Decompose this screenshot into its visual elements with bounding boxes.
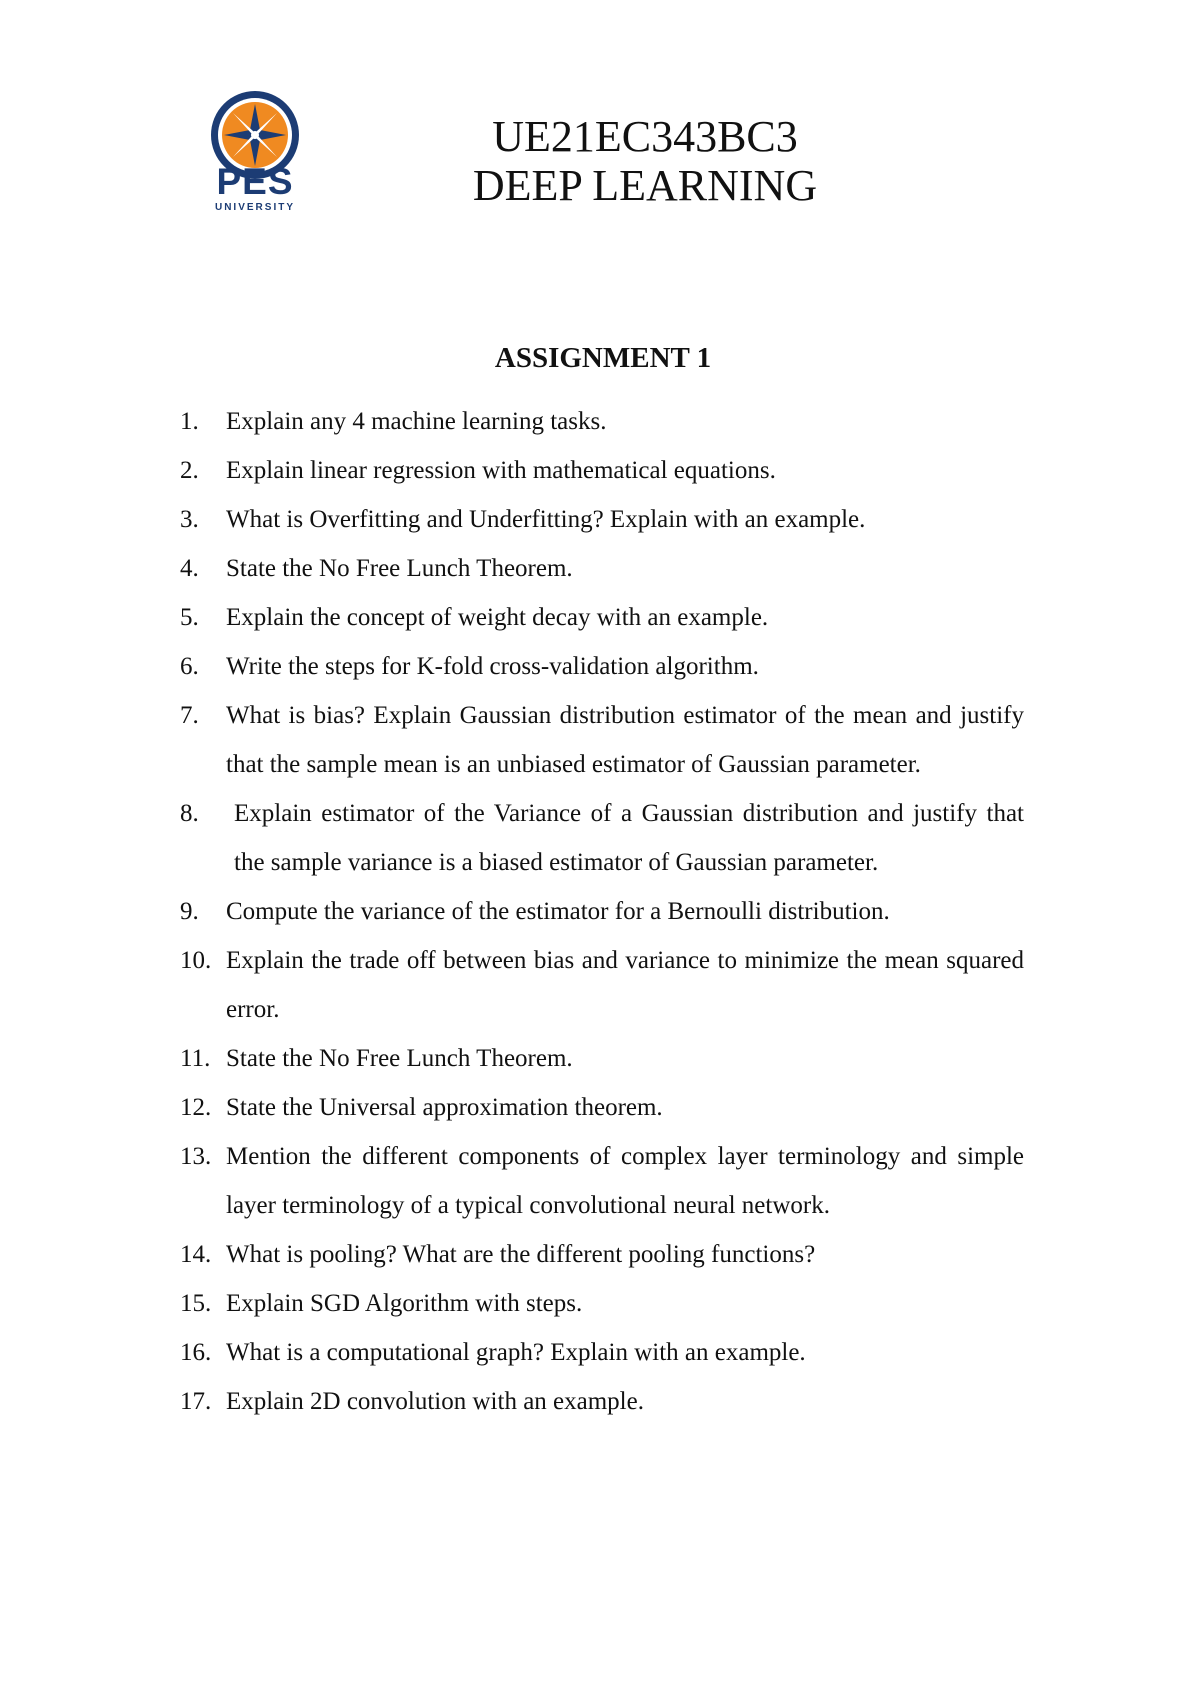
question-item [0,691,1200,789]
question-number: 12. [180,1094,212,1121]
question-item [0,1377,1200,1426]
question-text: What is bias? Explain Gaussian distribution estimator of the mean and justify that the sample mean is an unbiased estimator of Gaussian parameter. [226,702,1024,778]
question-item [0,397,1200,446]
question-text: Explain 2D convolution with an example. [226,1388,644,1415]
question-number: 13. [180,1143,212,1170]
question-item [0,1230,1200,1279]
question-number: 11. [180,1045,211,1072]
question-item [0,642,1200,691]
question-text: Explain estimator of the Variance of a Gaussian distribution and justify that the sample variance is a biased estimator of Gaussian parameter. [234,800,1024,876]
question-item [0,789,1200,887]
question-item [0,1034,1200,1083]
question-item [0,1279,1200,1328]
question-number: 1. [180,408,199,435]
question-text: State the Universal approximation theorem. [226,1094,663,1121]
question-number: 2. [180,457,199,484]
question-text: What is a computational graph? Explain with an example. [226,1339,806,1366]
question-item [0,887,1200,936]
question-text: Explain any 4 machine learning tasks. [226,408,607,435]
question-item [0,593,1200,642]
question-item [0,495,1200,544]
question-text: What is pooling? What are the different pooling functions? [226,1241,816,1268]
question-number: 7. [180,702,199,729]
question-number: 17. [180,1388,212,1415]
question-item [0,544,1200,593]
question-number: 16. [180,1339,212,1366]
question-text: Explain the concept of weight decay with an example. [226,604,769,631]
question-text: Write the steps for K-fold cross-validation algorithm. [226,653,759,680]
question-text: Mention the different components of complex layer terminology and simple layer terminology of a typical convolutional neural network. [226,1143,1024,1219]
question-number: 10. [180,947,212,974]
question-number: 5. [180,604,199,631]
question-number: 15. [180,1290,212,1317]
assignment-title: ASSIGNMENT 1 [494,342,712,374]
course-name: DEEP LEARNING [472,161,818,210]
question-number: 3. [180,506,199,533]
question-item [0,1132,1200,1230]
question-number: 8. [180,800,199,827]
question-text: Explain SGD Algorithm with steps. [226,1290,583,1317]
question-text: Explain the trade off between bias and variance to minimize the mean squared error. [226,947,1024,1023]
question-item [0,936,1200,1034]
question-text: State the No Free Lunch Theorem. [226,1045,573,1072]
logo-name: PES [216,161,294,202]
question-item [0,1328,1200,1377]
question-number: 6. [180,653,199,680]
question-number: 4. [180,555,199,582]
question-text: What is Overfitting and Underfitting? Explain with an example. [226,506,866,533]
question-text: Compute the variance of the estimator for a Bernoulli distribution. [226,898,890,925]
question-number: 14. [180,1241,212,1268]
question-number: 9. [180,898,199,925]
question-list [0,397,1200,1426]
question-text: State the No Free Lunch Theorem. [226,555,573,582]
question-text: Explain linear regression with mathematical equations. [226,457,776,484]
course-code: UE21EC343BC3 [492,112,798,161]
question-item [0,1083,1200,1132]
question-item [0,446,1200,495]
logo-subtitle: UNIVERSITY [214,202,295,213]
